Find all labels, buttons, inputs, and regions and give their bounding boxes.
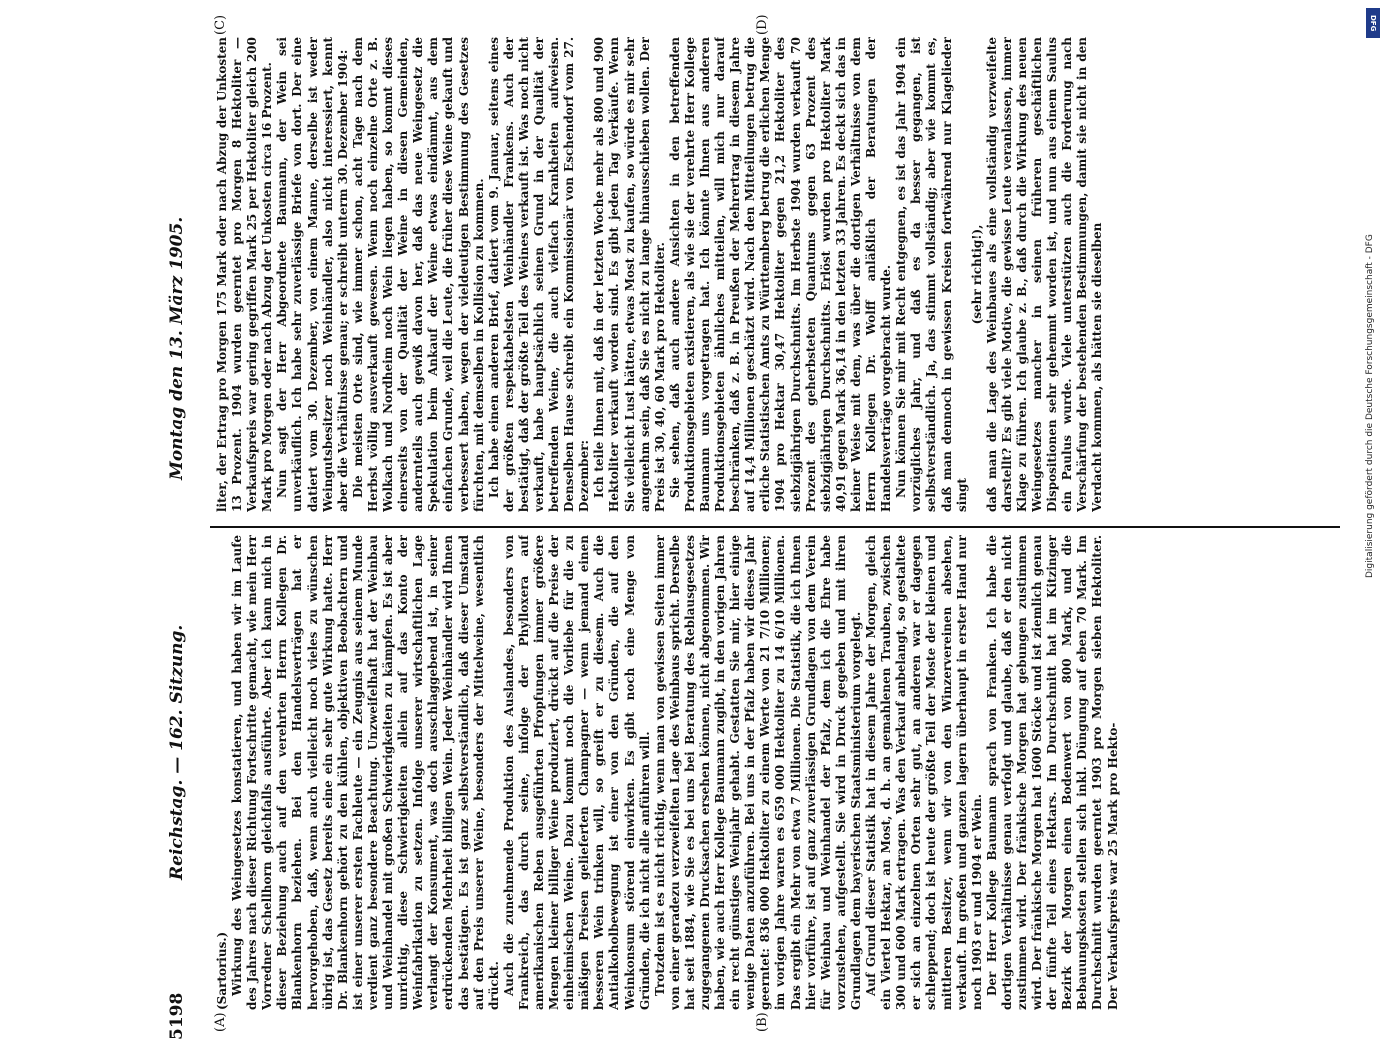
margin-mark-d: (D) xyxy=(755,14,770,35)
left-text-column xyxy=(215,535,1335,1010)
paragraph: Nun können Sie mir mit Recht entgegnen, es ist das Jahr 1904 ein vorzügliches Jahr, und daß es da besser gegangen, ist selbstverständlich. Ja, das stimmt vollständig; aber wie kommt es, daß man dennoch in gewissen Kreisen fortwährend nur Klagelieder singt xyxy=(894,37,969,512)
paragraph: Auch die zunehmende Produktion des Auslandes, besonders von Frankreich, das durch seine, infolge der Phylloxera auf amerikanischen Reben ausgeführten Pfropfungen immer größere Mengen kleiner billiger Weine produziert, drückt auf die Preise der einheimischen Weine. Dazu kommt noch die Vorliebe für die zu mäßigen Preisen gelieferten Champagner — wenn jemand einen besseren Wein trinken will, so greift er zu diesem. Auch die Antialkoholbewegung ist einer von den Gründen, die auf den Weinkonsum störend einwirken. Es gibt noch eine Menge von Gründen, die ich nicht alle anführen will. xyxy=(501,535,652,1010)
rotated-document-page xyxy=(155,10,1365,1040)
paragraph: Die meisten Orte sind, wie immer schon, acht Tage nach dem Herbst völlig ausverkauft gewesen. Wenn noch einzelne Orte z. B. Wolkach und Nordheim noch Wein liegen haben, so kommt dieses einerseits von der Qualität der Weine in diesen Gemeinden, andernteils auch gewiß davon her, daß das neue Weingesetz die Spekulation beim Ankauf der Weine etwas eindämmt, aus dem einfachen Grunde, weil die Leute, die früher diese Weine gekauft und verbessert haben, wegen der vieldeutigen Bestimmung des Gesetzes fürchten, mit demselben in Kollision zu kommen. xyxy=(350,37,486,512)
margin-mark-a: (A) xyxy=(213,1012,228,1032)
page-number: 5198 xyxy=(167,992,187,1040)
column-divider xyxy=(210,526,1340,528)
page-header xyxy=(167,10,197,1040)
session-date: Montag den 13. März 1905. xyxy=(167,216,187,480)
right-text-column xyxy=(215,37,1335,512)
paragraph: Der Herr Kollege Baumann sprach von Franken. Ich habe die dortigen Verhältnisse genau verfolgt und glaube, daß er den nicht zustimmen wird. Der fränkische Morgen hat gebungen zustimmen wird. Der fränkische Morgen hat 1600 Stöcke und ist ziemlich genau der fünfte Teil eines Hektars. Im Durchschnitt hat im Kitzinger Bezirk der Morgen einen Bodenwert von 800 Mark, und die Bebauungskosten stellen sich inkl. Düngung auf eben 70 Mark. Im Durchschnitt wurden geerntet 1903 pro Morgen sieben Hektoliter. Der Verkaufspreis war 25 Mark pro Hekto- xyxy=(984,535,1120,1010)
paragraph: Nun sagt der Herr Abgeordnete Baumann, der Wein sei unverkäuflich. Ich habe sehr zuverlässige Briefe von dort. Der eine datiert vom 30. Dezember, von einem Manne, derselbe ist weder Weingutsbesitzer noch Weinhändler, also nicht interessiert, kennt aber die Verhältnisse genau; er schreibt unterm 30. Dezember 1904: xyxy=(275,37,350,512)
paragraph: Wirkung des Weingesetzes konstatieren, und haben wir im Laufe des Jahres nach dieser Richtung Fortschritte gemacht, wie mein Herr Vorredner Schellhorn gleichfalls ausführte. Aber ich kann mich in dieser Beziehung auch auf den verehrten Herrn Kollegen Dr. Blankenhorn beziehen. Bei den Handelsverträgen hat er hervorgehoben, daß, wenn auch vielleicht noch vieles zu wünschen übrig ist, das Gesetz bereits eine ein sehr gute Wirkung hatte. Herr Dr. Blankenhorn gehört zu den kühlen, objektiven Beobachtern und ist einer unserer ersten Fachleute — ein Zeugnis aus seinem Munde verdient ganz besondere Beachtung. Unzweifelhaft hat der Weinbau und Weinhandel mit großen Schwierigkeiten zu kämpfen. Es ist aber unrichtig, diese Schwierigkeiten allein auf das Konto der Weinfabrikation zu setzen. Infolge unserer wirtschaftlichen Lage verlangt der Konsument, was doch ausschlaggebend ist, in seiner erdrückenden Mehrheit billigen Wein. Jeder Weinhändler wird Ihnen das bestätigen. Es ist ganz selbstverständlich, daß dieser Umstand auf den Preis unserer Weine, besonders der Mittelweine, wesentlich drückt. xyxy=(230,535,501,1010)
paragraph: liter, der Ertrag pro Morgen 175 Mark oder nach Abzug der Unkosten 13 Prozent. 1904 wurden geerntet pro Morgen 8 Hektoliter — Verkaufspreis war gering gegriffen Mark 25 per Hektoliter gleich 200 Mark pro Morgen oder nach Abzug der Unkosten circa 16 Prozent. xyxy=(215,37,275,512)
digitization-credit: Digitalisierung gefördert durch die Deutsche Forschungsgemeinschaft - DFG xyxy=(1365,234,1375,578)
session-title: Reichstag. — 162. Sitzung. xyxy=(167,624,187,880)
margin-mark-b: (B) xyxy=(755,1012,770,1032)
paragraph: Sie sehen, daß auch andere Ansichten in den betreffenden Produktionsgebieten existieren, als wie sie der verehrte Herr Kollege Baumann uns vorgetragen hat. Ich könnte Ihnen aus anderen Produktionsgebieten ähnliches mitteilen, will mich nur darauf beschränken, daß z. B. in Preußen der Mehrertrag in diesem Jahre auf 14,4 Millionen geschätzt wird. Nach den Mitteilungen betrug die erliche Statistischen Amts zu Württemberg betrug die erlichen Menge 1904 pro Hektar 30,47 Hektoliter gegen 21,2 Hektoliter des siebzigjährigen Durchschnitts. Im Herbste 1904 wurden verkauft 70 Prozent des geherbsteten Quantums gegen 63 Prozent des siebzigjährigen Durchschnitts. Erlöst wurden pro Hektoliter Mark 40,91 gegen Mark 36,14 in den letzten 33 Jahren. Es deckt sich das in keiner Weise mit dem, was über die dortigen Verhältnisse von dem Herrn Kollegen Dr. Wolff anläßlich der Beratungen der Handelsverträge vorgebracht wurde. xyxy=(667,37,894,512)
paragraph: (sehr richtig!), xyxy=(969,224,984,325)
dfg-logo: DFG xyxy=(1366,8,1380,38)
paragraph: Ich habe einen anderen Brief, datiert vom 9. Januar, seitens eines der größten respektabelsten Weinhändler Frankens. Auch der bestätigt, daß der größte Teil des Weines verkauft ist. Was noch nicht verkauft, habe hauptsächlich seinen Grund in der Qualität der betreffenden Weine, die auch vielfach Krankheiten aufweisen. Denselben Hause schreibt ein Kommissionär von Eschendorf vom 27. Dezember: xyxy=(486,37,592,512)
paragraph: Auf Grund dieser Statistik hat in diesem Jahre der Morgen, gleich ein Viertel Hektar, an Most, d. h. an gemahlenen Trauben, zwischen 300 und 600 Mark ertragen. Was den Verkauf anbelangt, so gestaltete er sich an einzelnen Orten sehr gut, an anderen war er dagegen schleppend; doch ist heute der größte Teil der Moste der kleinen und mittleren Besitzer, wenn wir von den Winzervereinen absehen, verkauft. Im großen und ganzen lagern überhaupt in erster Hand nur noch 1903 er und 1904 er Wein. xyxy=(864,535,984,1010)
paragraph: (Sartorius.) xyxy=(215,931,229,1010)
paragraph: Trotzdem ist es nicht richtig, wenn man von gewissen Seiten immer von einer geradezu verzweifelten Lage des Weinbaus spricht. Derselbe hat seit 1884, wie Sie es bei uns bei Beratung des Reblausgesetzes zugegangenen Drucksachen ersehen können, nicht abgenommen. Wir haben, wie auch Herr Kollege Baumann zugibt, in den vorigen Jahren ein recht günstiges Weinjahr gehabt. Gestatten Sie mir, hier einige wenige Daten anzuführen. Bei uns in der Pfalz haben wir dieses Jahr geerntet: 836 000 Hektoliter zu einem Werte von 21 7/10 Millionen; im vorigen Jahre waren es 659 000 Hektoliter zu 14 6/10 Millionen. Das ergibt ein Mehr von etwa 7 Millionen. Die Statistik, die ich Ihnen hier vorführe, ist auf ganz zuverlässigen Grundlagen von dem Verein für Weinbau und Weinhandel der Pfalz, dem ich die Ehre habe vorzustehen, aufgestellt. Sie wird in Druck gegeben und mit ihren Grundlagen dem bayerischen Staatsministerium vorgelegt. xyxy=(652,535,863,1010)
margin-mark-c: (C) xyxy=(213,14,228,35)
paragraph: Ich teile Ihnen mit, daß in der letzten Woche mehr als 800 und 900 Hektoliter verkauft worden sind. Es gibt jeden Tag Verkäufe. Wenn Sie vielleicht Lust hätten, etwas Most zu kaufen, so würde es mir sehr angenehm sein, daß Sie es nicht zu lange hinausschieben wollen. Der Preis ist 30, 40, 60 Mark pro Hektoliter. xyxy=(592,37,667,512)
paragraph: daß man die Lage des Weinbaues als eine vollständig verzweifelte darstellt? Es gibt viele Motive, die gewisse Leute veranlassen, immer Klage zu führen. Ich glaube z. B., daß durch die Wirkung des neuen Weingesetzes mancher in seinen früheren geschäftlichen Dispositionen sehr gehemmt worden ist, und nun aus einem Saulus ein Paulus wurde. Viele unterstützen auch die Forderung nach Verschärfung der bestehenden Bestimmungen, damit sie nicht in den Verdacht kommen, als hätten sie dieselben xyxy=(984,37,1105,512)
